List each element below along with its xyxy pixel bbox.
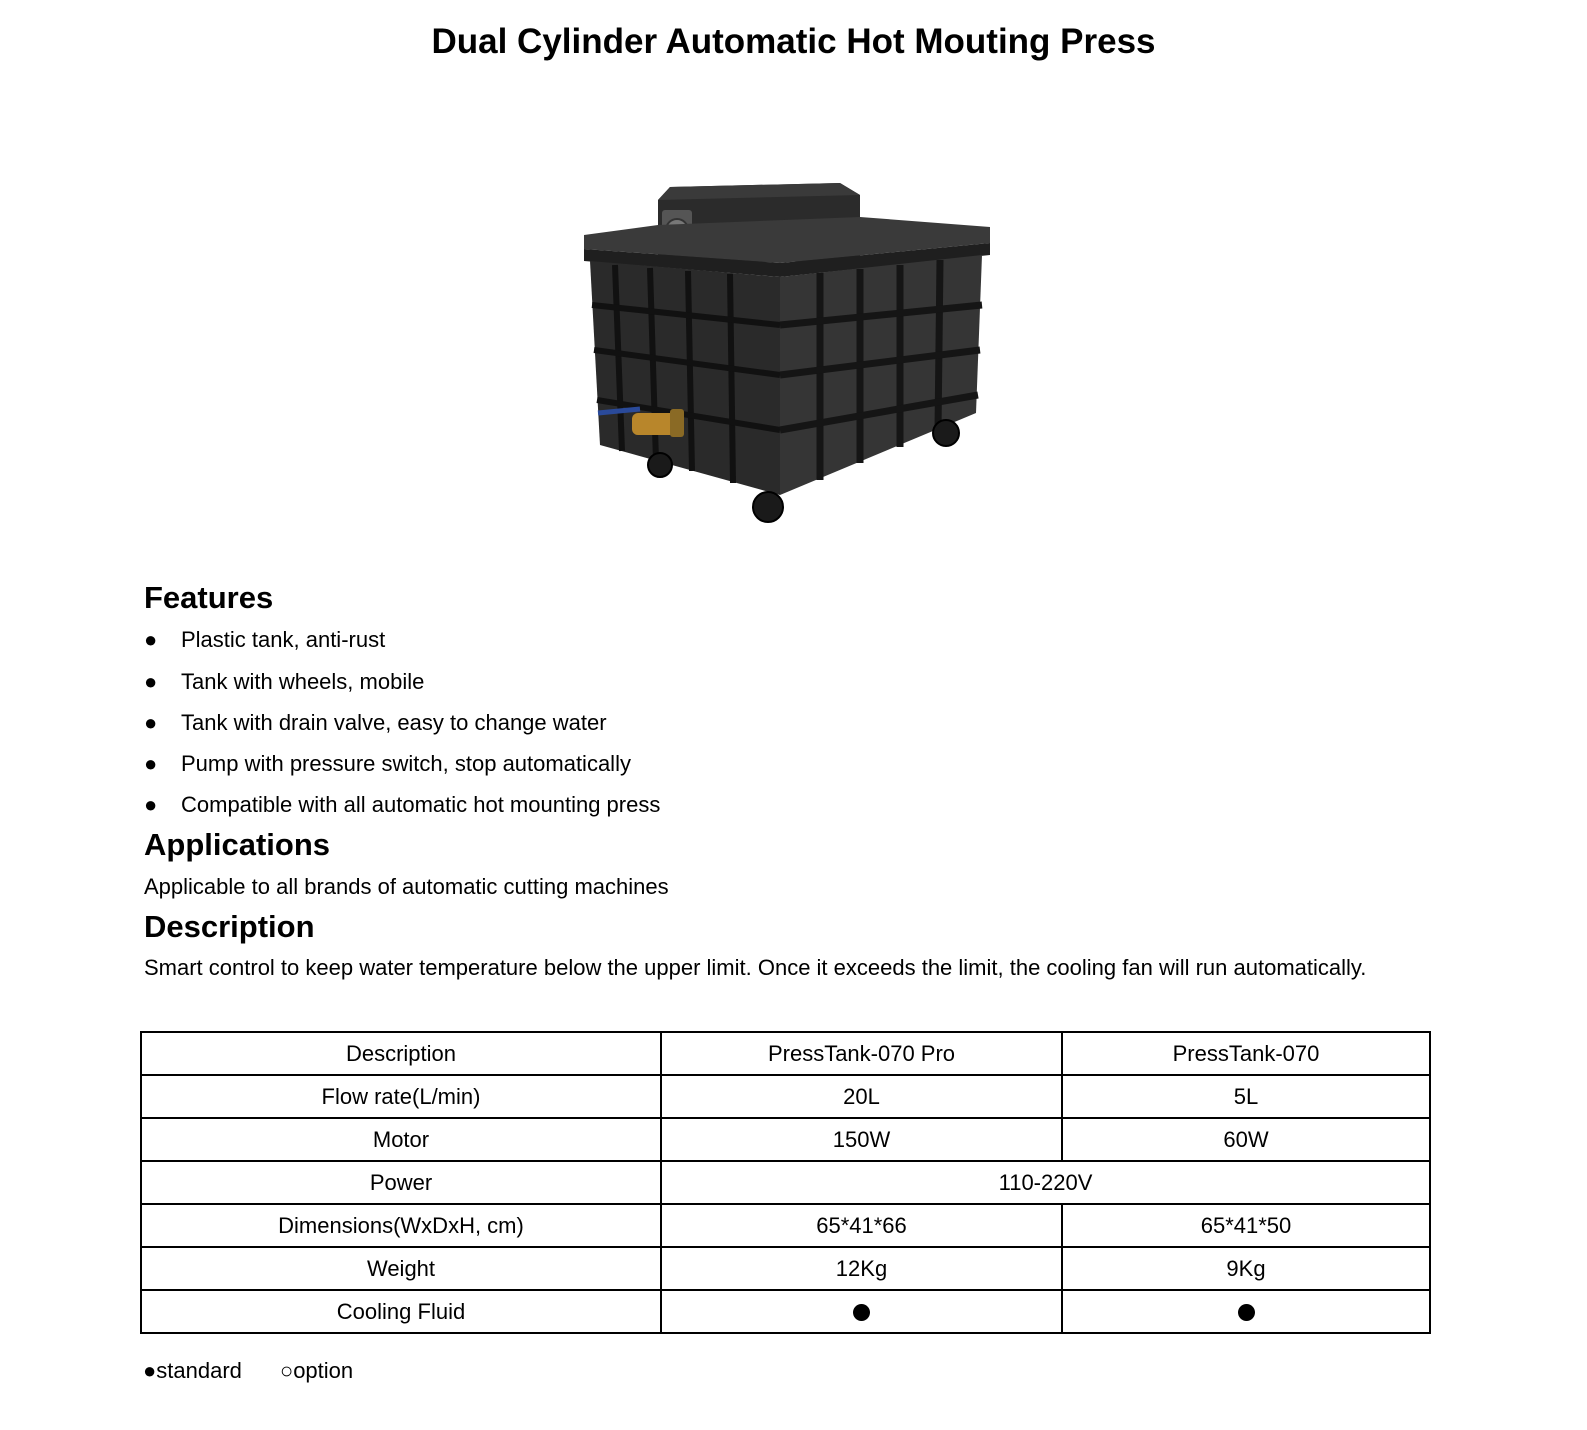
table-header-cell: PressTank-070 bbox=[1062, 1032, 1430, 1075]
bullet-icon: ● bbox=[144, 669, 158, 694]
document-title: Dual Cylinder Automatic Hot Mouting Press bbox=[431, 22, 1156, 61]
table-cell: Weight bbox=[141, 1247, 661, 1290]
applications-heading: Applications bbox=[144, 827, 331, 862]
table-cell: 60W bbox=[1062, 1118, 1430, 1161]
applications-text: Applicable to all brands of automatic cutting machines bbox=[144, 874, 669, 899]
table-cell: Power bbox=[141, 1161, 661, 1204]
table-row bbox=[141, 1290, 1430, 1333]
table-cell: Dimensions(WxDxH, cm) bbox=[141, 1204, 661, 1247]
table-header-cell: Description bbox=[141, 1032, 661, 1075]
bullet-icon: ● bbox=[144, 710, 158, 735]
table-cell: Cooling Fluid bbox=[141, 1290, 661, 1333]
table-row bbox=[141, 1075, 1430, 1118]
legend-option: ○option bbox=[279, 1358, 354, 1383]
description-heading: Description bbox=[144, 909, 315, 944]
table-header-row bbox=[141, 1032, 1430, 1075]
table-cell: Motor bbox=[141, 1118, 661, 1161]
legend-standard: ●standard bbox=[143, 1358, 242, 1383]
table-row bbox=[141, 1247, 1430, 1290]
table-cell bbox=[661, 1290, 1062, 1333]
table-header-cell: PressTank-070 Pro bbox=[661, 1032, 1062, 1075]
table-row bbox=[141, 1204, 1430, 1247]
description-text: Smart control to keep water temperature below the upper limit. Once it exceeds the limit, the cooling fan will run automatically. bbox=[144, 955, 1367, 980]
table-row bbox=[141, 1161, 1430, 1204]
features-heading: Features bbox=[144, 580, 274, 615]
table-cell: 12Kg bbox=[661, 1247, 1062, 1290]
table-row bbox=[141, 1118, 1430, 1161]
legend bbox=[143, 1358, 353, 1384]
bullet-icon: ● bbox=[144, 627, 158, 652]
bullet-icon: ● bbox=[144, 792, 158, 817]
standard-dot-icon bbox=[853, 1304, 870, 1321]
water-tank-with-wheels-illustration bbox=[570, 165, 1010, 535]
table-cell: Flow rate(L/min) bbox=[141, 1075, 661, 1118]
table-cell bbox=[1062, 1290, 1430, 1333]
standard-dot-icon bbox=[1238, 1304, 1255, 1321]
table-cell: 9Kg bbox=[1062, 1247, 1430, 1290]
table-cell: 65*41*66 bbox=[661, 1204, 1062, 1247]
table-cell: 150W bbox=[661, 1118, 1062, 1161]
table-cell: 20L bbox=[661, 1075, 1062, 1118]
bullet-icon: ● bbox=[144, 751, 158, 776]
spec-table bbox=[140, 1031, 1431, 1334]
table-cell: 5L bbox=[1062, 1075, 1430, 1118]
table-cell: 110-220V bbox=[661, 1161, 1430, 1204]
table-cell: 65*41*50 bbox=[1062, 1204, 1430, 1247]
